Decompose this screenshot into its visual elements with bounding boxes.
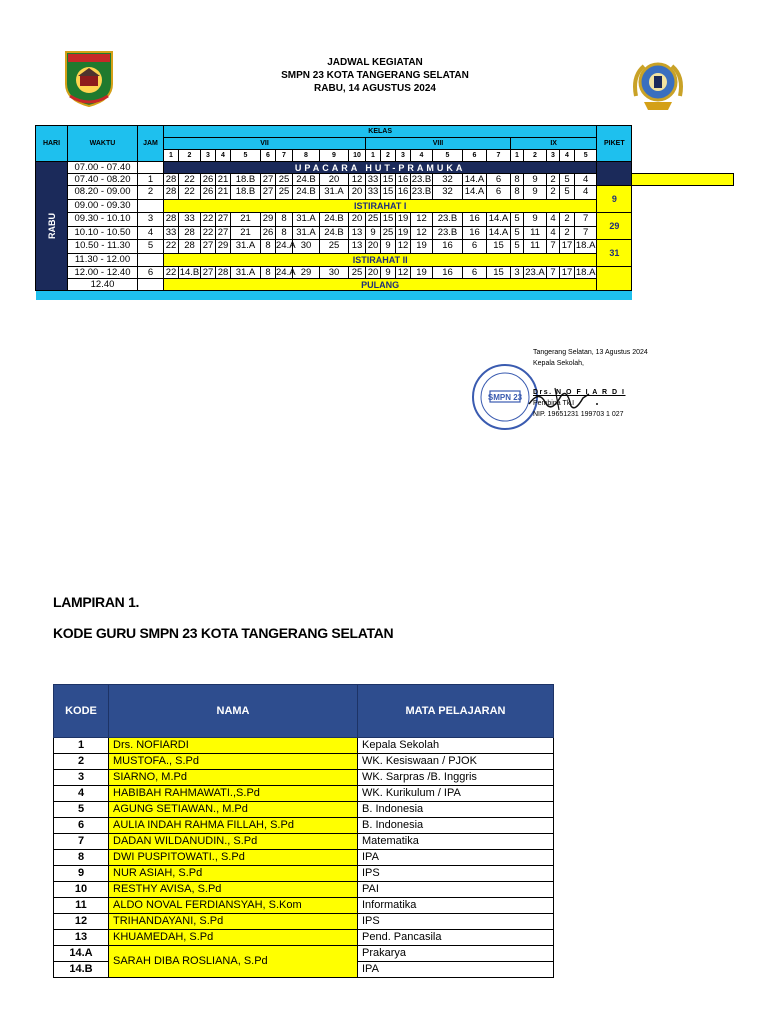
teacher-subject: IPS (358, 914, 554, 930)
class-number: 3 (547, 150, 560, 162)
teacher-code-cell: 24.B (320, 213, 349, 227)
class-number: 4 (411, 150, 433, 162)
class-number: 7 (487, 150, 511, 162)
piket-header: PIKET (597, 126, 632, 162)
teacher-subject: WK. Kesiswaan / PJOK (358, 754, 554, 770)
teacher-code-cell: 20 (366, 240, 381, 254)
teacher-code-cell: 14.B (179, 266, 200, 278)
teacher-code-cell: 8 (276, 226, 293, 240)
teacher-code-cell: 28 (164, 174, 179, 186)
class-number: 6 (261, 150, 276, 162)
city-logo-icon (62, 50, 116, 108)
class-number: 1 (164, 150, 179, 162)
teacher-code-cell: 22 (179, 174, 201, 186)
teacher-code-cell: 4 (547, 213, 560, 227)
teacher-subject: B. Indonesia (358, 818, 554, 834)
teacher-subject: Informatika (358, 898, 554, 914)
waktu-header: WAKTU (68, 126, 138, 162)
teacher-row (54, 850, 554, 866)
header-title: JADWAL KEGIATAN (327, 57, 423, 68)
teacher-code: 8 (54, 850, 109, 866)
class-number: 7 (276, 150, 293, 162)
teacher-code: 6 (54, 818, 109, 834)
school-emblem-icon (630, 56, 686, 112)
teacher-code-cell: 7 (575, 213, 597, 227)
teacher-code-cell: 12 (396, 240, 411, 254)
teacher-code-cell: 6 (463, 267, 487, 279)
period-cell: 2 (138, 186, 164, 200)
teacher-code-cell: 18.B (231, 186, 261, 200)
teacher-subject: B. Indonesia (358, 802, 554, 818)
teacher-code-cell: 3 (511, 267, 524, 279)
teacher-code-cell: 33 (366, 186, 381, 200)
hari-header: HARI (36, 126, 68, 162)
teacher-code-cell: 5 (511, 226, 524, 240)
period-cell: 6 (138, 267, 164, 279)
teacher-code-cell: 2 (547, 174, 560, 186)
teacher-code-cell: 7 (547, 240, 560, 254)
teacher-code-cell: 30 (293, 240, 320, 254)
teacher-code-cell: 5 (511, 240, 524, 254)
day-label (36, 162, 68, 291)
schedule-row (36, 267, 734, 279)
teacher-code-cell: 23.B (411, 186, 432, 198)
teacher-code-cell: 8 (261, 267, 276, 279)
teacher-name: RESTHY AVISA, S.Pd (109, 882, 358, 898)
schedule-row (36, 186, 734, 200)
teacher-name: AGUNG SETIAWAN., M.Pd (109, 802, 358, 818)
teacher-code-cell: 30 (320, 267, 349, 279)
piket-code: 29 (597, 213, 632, 240)
schedule-footer-row (36, 291, 734, 301)
teacher-code-cell: 9 (381, 267, 396, 279)
teacher-code-cell: 4 (547, 226, 560, 240)
class-number: 5 (231, 150, 261, 162)
teacher-row (54, 914, 554, 930)
piket-empty (597, 267, 632, 291)
day-label-text: RABU (46, 213, 57, 239)
svg-text:SMPN 23: SMPN 23 (487, 393, 523, 402)
teacher-row (54, 770, 554, 786)
class-number: 6 (463, 150, 487, 162)
teacher-code-cell: 8 (511, 174, 524, 186)
teacher-code-cell: 25 (276, 186, 293, 200)
teacher-code-cell: 26 (201, 186, 216, 200)
teacher-code-cell: 24.B (293, 174, 320, 186)
class-number: 1 (366, 150, 381, 162)
time-cell: 12.00 - 12.40 (68, 267, 138, 279)
teacher-code-cell: 14.A (463, 186, 487, 200)
teacher-code-cell: 16 (463, 226, 487, 240)
teacher-code-cell: 4 (575, 186, 597, 200)
teacher-code-cell: 13 (349, 240, 366, 254)
teacher-code-cell: 31.A (293, 226, 320, 240)
teacher-name: ALDO NOVAL FERDIANSYAH, S.Kom (109, 898, 358, 914)
teacher-code-cell: 23.B (433, 226, 463, 240)
header-school: SMPN 23 KOTA TANGERANG SELATAN (281, 70, 469, 81)
teacher-code-cell: 21 (231, 213, 261, 227)
class-number: 2 (381, 150, 396, 162)
teacher-row (54, 754, 554, 770)
teacher-code-cell: 31.A (320, 186, 349, 200)
period-cell (138, 279, 164, 291)
teacher-code-cell: 27 (216, 213, 231, 227)
teacher-code-cell: 8 (261, 240, 276, 254)
grade-header: VII (164, 138, 366, 150)
teacher-code: 5 (54, 802, 109, 818)
teacher-code-cell: 24.B (293, 186, 320, 200)
teacher-code: 12 (54, 914, 109, 930)
schedule-banner: PULANG (164, 279, 597, 291)
teacher-code: 14.A (54, 946, 109, 962)
teacher-code-cell: 9 (381, 240, 396, 254)
schedule-row (36, 240, 734, 254)
class-number: 1 (511, 150, 524, 162)
signature-role: Kepala Sekolah, (533, 360, 584, 367)
teacher-row (54, 738, 554, 754)
teacher-name: HABIBAH RAHMAWATI.,S.Pd (109, 786, 358, 802)
teacher-code-cell: 33 (164, 226, 179, 240)
appendix-subtitle: KODE GURU SMPN 23 KOTA TANGERANG SELATAN (53, 625, 394, 641)
teacher-name: MUSTOFA., S.Pd (109, 754, 358, 770)
teacher-row (54, 818, 554, 834)
teacher-code: 4 (54, 786, 109, 802)
teacher-code-cell: 31.A (231, 240, 261, 254)
teacher-code-cell: 33 (366, 174, 381, 186)
teacher-code-cell: 9 (524, 213, 547, 227)
teacher-code-cell: 8 (511, 186, 524, 200)
class-number: 4 (560, 150, 575, 162)
teacher-code-cell: 15 (487, 240, 511, 254)
teacher-code-cell: 14.A (487, 226, 511, 240)
time-cell: 10.10 - 10.50 (68, 226, 138, 240)
col-header-nama: NAMA (109, 685, 358, 738)
col-header-mapel: MATA PELAJARAN (358, 685, 554, 738)
teacher-name: TRIHANDAYANI, S.Pd (109, 914, 358, 930)
teacher-code-cell: 2 (560, 226, 575, 240)
teacher-code-cell: 16 (433, 267, 463, 279)
teacher-code-cell: 14.A (463, 174, 487, 186)
teacher-code-cell: 12 (396, 267, 411, 279)
time-cell: 11.30 - 12.00 (68, 253, 138, 267)
class-number: 5 (433, 150, 463, 162)
teacher-row (54, 898, 554, 914)
teacher-code-cell: 22 (164, 267, 179, 279)
class-number: 4 (216, 150, 231, 162)
teacher-code-cell: 6 (487, 174, 511, 186)
teacher-code-cell: 20 (366, 267, 381, 279)
teacher-code: 14.B (54, 962, 109, 978)
jam-header: JAM (138, 126, 164, 162)
class-number: 3 (201, 150, 216, 162)
schedule-header-row (36, 126, 734, 138)
teacher-code-cell: 5 (560, 186, 575, 200)
teacher-code: 3 (54, 770, 109, 786)
teacher-code-cell: 21 (216, 174, 231, 186)
teacher-code-cell: 33 (179, 213, 201, 227)
schedule-banner: ISTIRAHAT I (164, 199, 597, 213)
teacher-code-cell: 12 (411, 213, 433, 227)
teacher-code-cell: 16 (396, 174, 411, 186)
teacher-row (54, 882, 554, 898)
teacher-code-cell: 20 (320, 174, 349, 186)
piket-code: 9 (597, 186, 632, 213)
signature-rank: Pembina Tk.I (533, 400, 575, 407)
teacher-code-cell: 17 (560, 240, 575, 254)
teacher-code: 2 (54, 754, 109, 770)
period-cell (138, 199, 164, 213)
class-number: 2 (524, 150, 547, 162)
teacher-name: KHUAMEDAH, S.Pd (109, 930, 358, 946)
teacher-code-cell: 11 (524, 226, 547, 240)
teacher-code-cell: 22 (201, 226, 216, 240)
period-cell: 1 (138, 174, 164, 186)
teacher-code-cell: 27 (201, 240, 216, 254)
teacher-code-cell: 16 (396, 186, 411, 200)
teacher-code-cell: 28 (164, 213, 179, 227)
teacher-code-cell: 6 (463, 240, 487, 254)
schedule-footer (36, 291, 632, 301)
teacher-subject: Prakarya (358, 946, 554, 962)
teacher-code-cell: 25 (366, 213, 381, 227)
grade-header: VIII (366, 138, 511, 150)
teacher-code-cell: 19 (396, 226, 411, 240)
class-number: 5 (575, 150, 597, 162)
teacher-code-cell: 19 (396, 213, 411, 227)
teacher-code-cell: 16 (433, 240, 463, 254)
teacher-code-cell: 22 (164, 240, 179, 254)
teacher-code-cell: 2 (547, 186, 560, 200)
teacher-code-cell: 20 (349, 213, 366, 227)
teacher-code-cell: 16 (463, 213, 487, 227)
piket-code: 31 (597, 240, 632, 267)
teacher-code-cell: 28 (164, 186, 179, 200)
teacher-subject: IPA (358, 850, 554, 866)
teacher-code-cell: 26 (261, 226, 276, 240)
teacher-code-cell: 7 (547, 267, 560, 279)
teacher-code-cell: 5 (560, 174, 575, 186)
teacher-code-cell: 26 (201, 174, 216, 186)
teacher-code-cell: 24.B (320, 226, 349, 240)
piket-empty (597, 162, 632, 186)
teacher-row (54, 834, 554, 850)
teacher-code-cell: 18.A (575, 240, 596, 252)
teacher-code-cell: 25 (276, 174, 293, 186)
teacher-code-cell: 9 (366, 226, 381, 240)
teacher-code: 1 (54, 738, 109, 754)
schedule-banner: UPACARA HUT-PRAMUKA (164, 162, 597, 174)
teacher-code-cell: 19 (411, 240, 433, 254)
teacher-subject: PAI (358, 882, 554, 898)
teacher-code-cell: 23.B (411, 173, 432, 185)
teacher-code-cell: 7 (575, 226, 597, 240)
teacher-code-cell: 15 (381, 213, 396, 227)
teacher-code-cell: 27 (261, 186, 276, 200)
teacher-code-cell: 8 (276, 213, 293, 227)
teacher-code-cell: 32 (433, 186, 463, 200)
class-number: 8 (293, 150, 320, 162)
teacher-subject: Pend. Pancasila (358, 930, 554, 946)
teacher-code-cell: 24.A (276, 266, 296, 278)
schedule-header (180, 56, 570, 95)
col-header-kode: KODE (54, 685, 109, 738)
teacher-code-cell: 29 (216, 240, 231, 254)
signature-block (533, 347, 648, 420)
class-number: 3 (396, 150, 411, 162)
teacher-code-cell: 28 (179, 226, 201, 240)
teacher-row (54, 786, 554, 802)
schedule-banner: ISTIRAHAT II (164, 253, 597, 267)
piket-empty (632, 174, 734, 186)
teacher-name: SIARNO, M.Pd (109, 770, 358, 786)
time-cell: 12.40 (68, 279, 138, 291)
time-cell: 09.00 - 09.30 (68, 199, 138, 213)
teacher-name: Drs. NOFIARDI (109, 738, 358, 754)
teacher-code-cell: 21 (216, 186, 231, 200)
class-number: 9 (320, 150, 349, 162)
signature-place-date: Tangerang Selatan, 13 Agustus 2024 (533, 349, 648, 356)
teacher-code-cell: 9 (524, 174, 547, 186)
period-cell: 3 (138, 213, 164, 227)
teacher-code-cell: 29 (293, 267, 320, 279)
teacher-subject: IPA (358, 962, 554, 978)
teacher-code-cell: 14.A (487, 213, 511, 227)
teacher-code-cell: 22 (201, 213, 216, 227)
time-cell: 08.20 - 09.00 (68, 186, 138, 200)
teacher-code-cell: 18.B (231, 174, 261, 186)
teacher-code: 7 (54, 834, 109, 850)
appendix-title: LAMPIRAN 1. (53, 594, 140, 610)
teacher-row (54, 946, 554, 962)
teacher-code-cell: 27 (261, 174, 276, 186)
kelas-header: KELAS (164, 126, 597, 138)
teacher-code-table (53, 684, 554, 978)
teacher-row (54, 802, 554, 818)
teacher-code-cell: 15 (381, 174, 396, 186)
teacher-code: 11 (54, 898, 109, 914)
teacher-code-cell: 6 (487, 186, 511, 200)
signature-name: Drs. N O F I A R D I (533, 389, 626, 396)
schedule-row (36, 162, 734, 174)
teacher-code-cell: 12 (411, 226, 433, 240)
teacher-code-cell: 13 (349, 226, 366, 240)
teacher-code-cell: 15 (381, 186, 396, 200)
period-cell: 5 (138, 240, 164, 254)
time-cell: 09.30 - 10.10 (68, 213, 138, 227)
time-cell: 07.00 - 07.40 (68, 162, 138, 174)
teacher-code: 13 (54, 930, 109, 946)
signature-nip: NIP. 19651231 199703 1 027 (533, 411, 624, 418)
teacher-row (54, 930, 554, 946)
teacher-subject: IPS (358, 866, 554, 882)
teacher-name: SARAH DIBA ROSLIANA, S.Pd (109, 946, 358, 978)
teacher-code-cell: 2 (560, 213, 575, 227)
teacher-code: 10 (54, 882, 109, 898)
teacher-code-cell: 28 (179, 240, 201, 254)
teacher-code-cell: 25 (381, 226, 396, 240)
class-number: 10 (349, 150, 366, 162)
teacher-subject: WK. Sarpras /B. Inggris (358, 770, 554, 786)
teacher-code-cell: 28 (216, 267, 231, 279)
teacher-name: DWI PUSPITOWATI., S.Pd (109, 850, 358, 866)
teacher-code-cell: 11 (524, 240, 547, 254)
teacher-code-cell: 21 (231, 226, 261, 240)
teacher-name: NUR ASIAH, S.Pd (109, 866, 358, 882)
teacher-code-cell: 25 (349, 267, 366, 279)
time-cell: 10.50 - 11.30 (68, 240, 138, 254)
teacher-code: 9 (54, 866, 109, 882)
teacher-code-cell: 29 (261, 213, 276, 227)
teacher-code-cell: 31.A (231, 267, 261, 279)
teacher-code-cell: 20 (349, 186, 366, 200)
schedule-row (36, 213, 734, 227)
teacher-code-cell: 31.A (293, 213, 320, 227)
teacher-code-cell: 23.A (525, 266, 545, 278)
teacher-code-cell: 25 (320, 240, 349, 254)
teacher-subject: WK. Kurikulum / IPA (358, 786, 554, 802)
teacher-row (54, 866, 554, 882)
teacher-code-cell: 24.A (276, 240, 296, 252)
schedule-table (35, 125, 734, 300)
teacher-subject: Kepala Sekolah (358, 738, 554, 754)
teacher-code-cell: 12 (349, 174, 366, 186)
header-date: RABU, 14 AGUSTUS 2024 (314, 83, 436, 94)
teacher-subject: Matematika (358, 834, 554, 850)
period-cell (138, 253, 164, 267)
teacher-code-cell: 17 (560, 267, 575, 279)
time-cell: 07.40 - 08.20 (68, 174, 138, 186)
teacher-code-cell: 4 (575, 174, 597, 186)
teacher-code-cell: 19 (411, 267, 433, 279)
teacher-code-cell: 15 (487, 267, 511, 279)
teacher-code-cell: 27 (216, 226, 231, 240)
period-cell (138, 162, 164, 174)
teacher-code-cell: 5 (511, 213, 524, 227)
teacher-code-cell: 18.A (575, 266, 596, 278)
period-cell: 4 (138, 226, 164, 240)
teacher-code-cell: 32 (433, 174, 463, 186)
teacher-code-cell: 27 (201, 267, 216, 279)
teacher-code-cell: 22 (179, 186, 201, 200)
teacher-name: AULIA INDAH RAHMA FILLAH, S.Pd (109, 818, 358, 834)
teacher-code-cell: 23.B (433, 213, 463, 227)
teacher-name: DADAN WILDANUDIN., S.Pd (109, 834, 358, 850)
class-number: 2 (179, 150, 201, 162)
grade-header: IX (511, 138, 597, 150)
teacher-code-cell: 9 (524, 186, 547, 200)
